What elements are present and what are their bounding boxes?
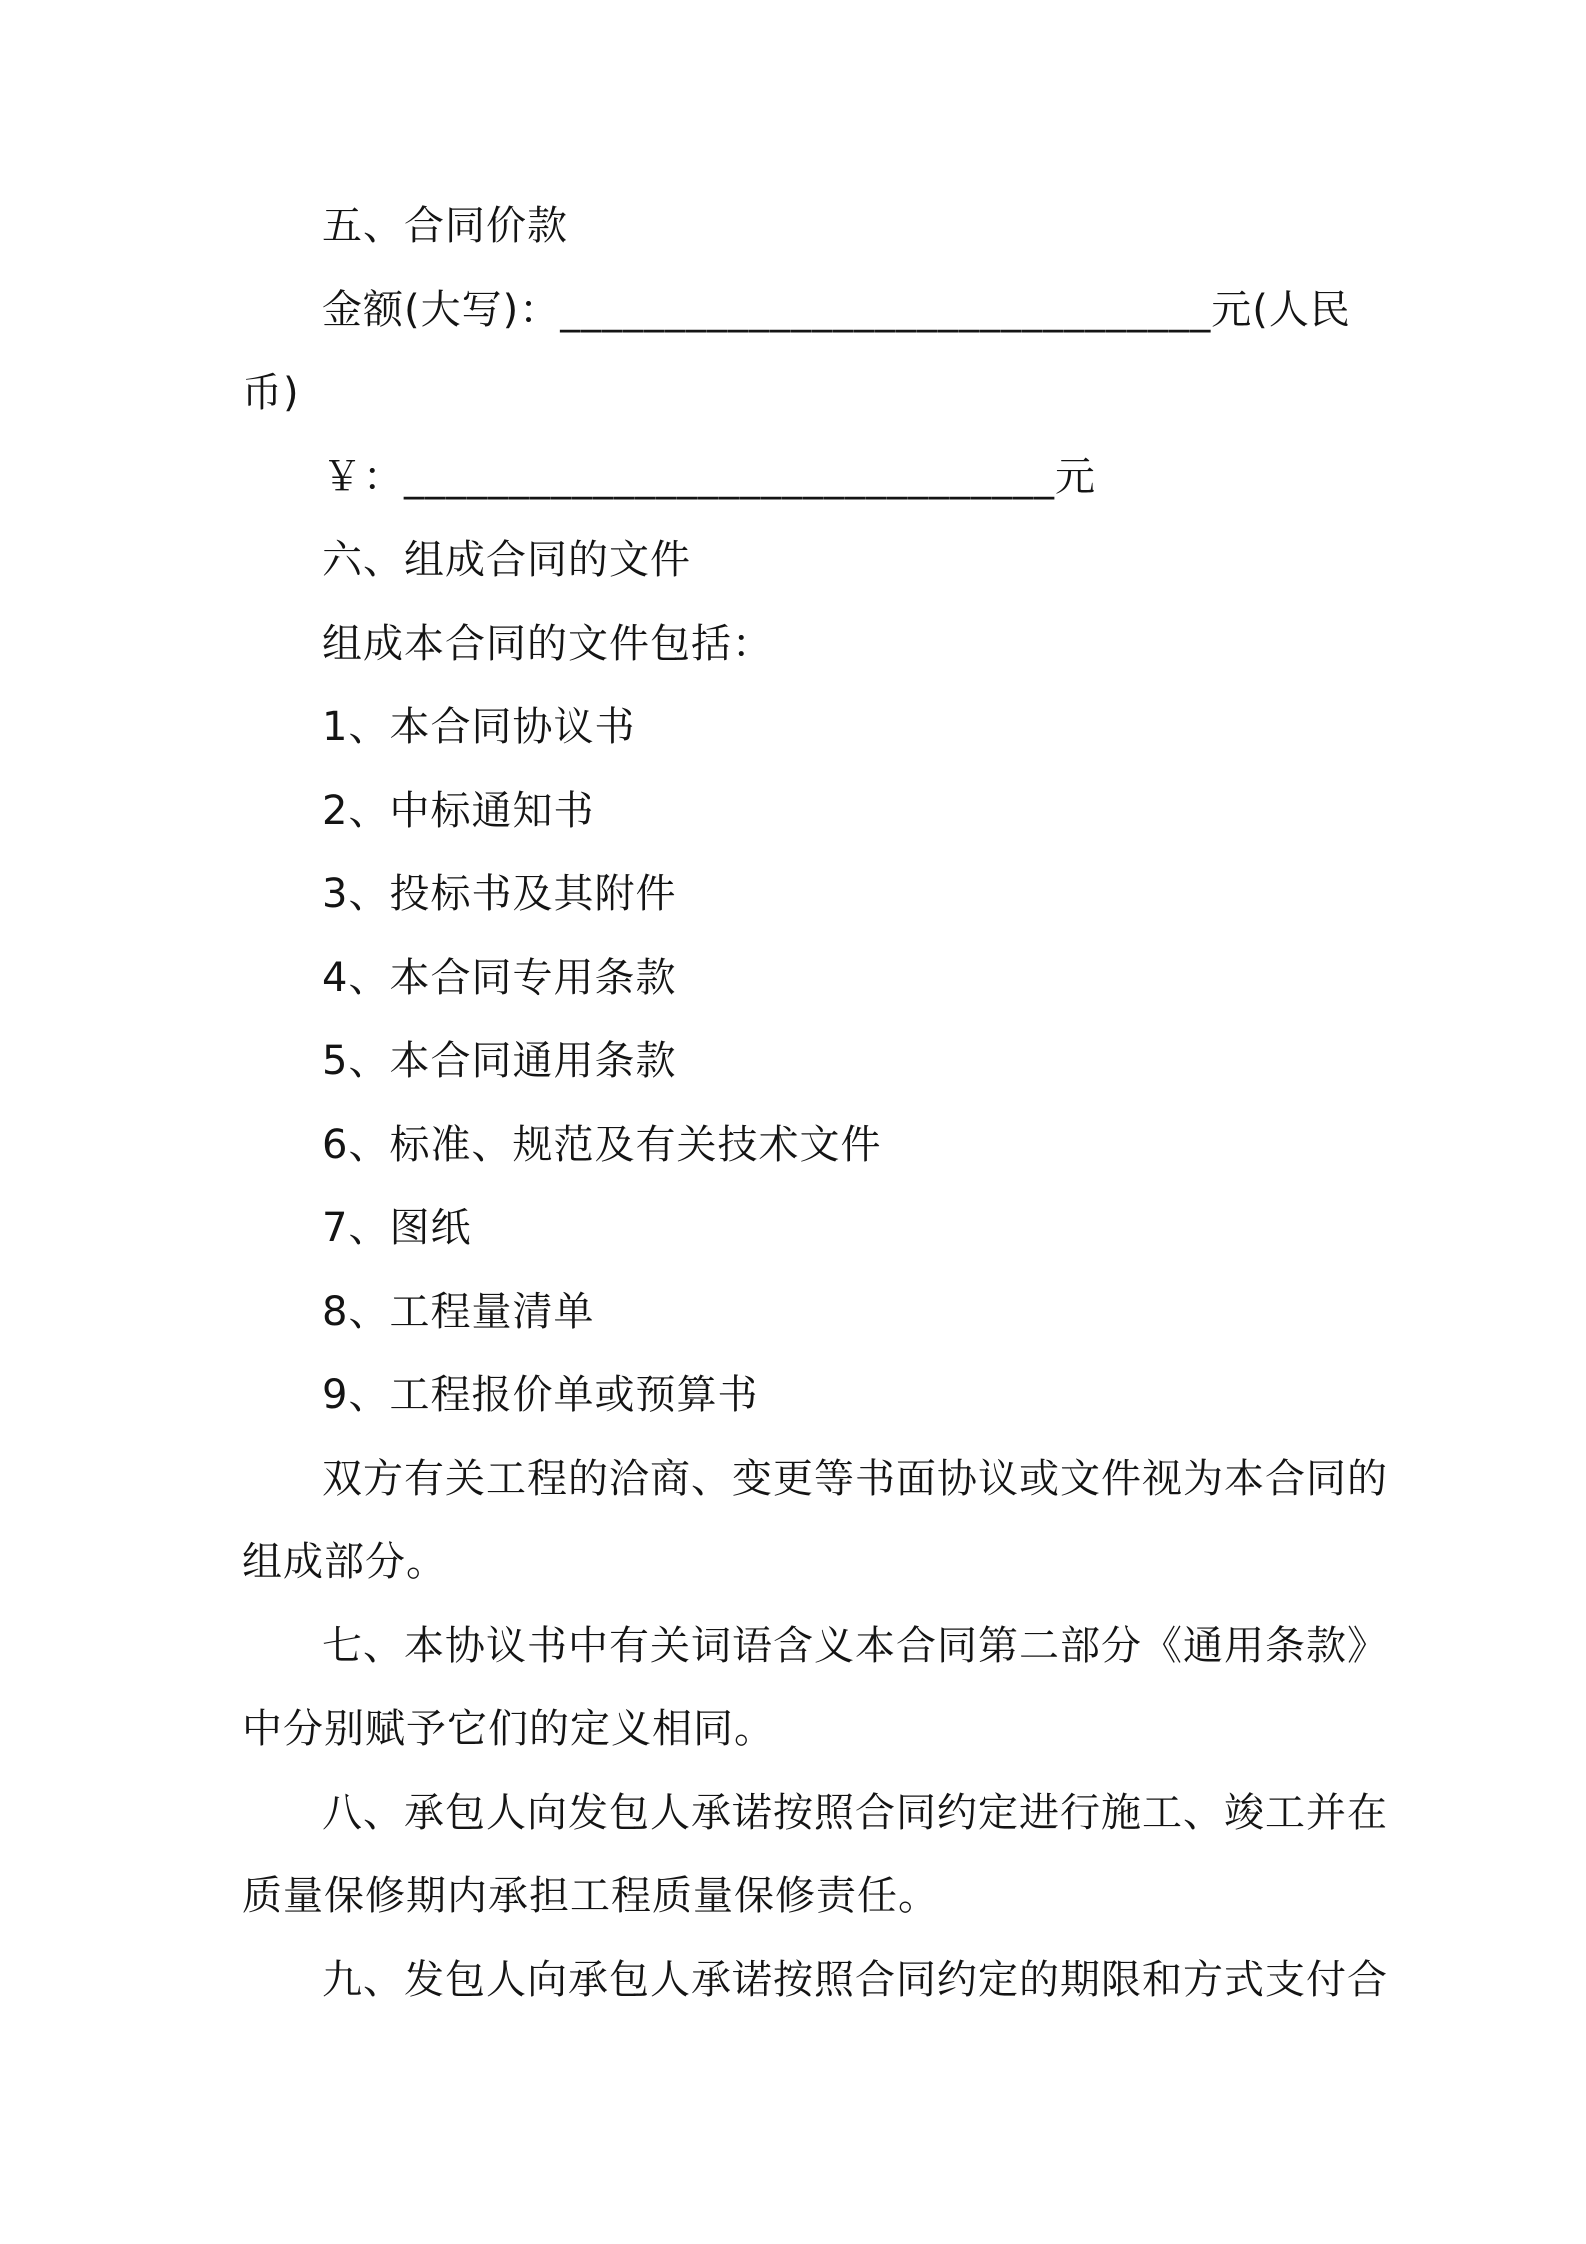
section-seven-line: 中分别赋予它们的定义相同。	[242, 1706, 775, 1752]
document-list-item: 1、本合同协议书	[322, 704, 636, 750]
document-list-item: 5、本合同通用条款	[322, 1038, 677, 1084]
document-list-item: 4、本合同专用条款	[322, 955, 677, 1001]
section-six-heading: 六、组成合同的文件	[322, 537, 691, 583]
document-list-item: 6、标准、规范及有关技术文件	[322, 1122, 882, 1168]
document-list-item: 3、投标书及其附件	[322, 871, 677, 917]
paragraph-line: 组成部分。	[242, 1539, 447, 1585]
section-eight-line: 质量保修期内承担工程质量保修责任。	[242, 1873, 939, 1919]
section-seven-line: 七、本协议书中有关词语含义本合同第二部分《通用条款》	[322, 1623, 1388, 1669]
paragraph-line: 双方有关工程的洽商、变更等书面协议或文件视为本合同的	[322, 1456, 1388, 1502]
amount-in-words-line: 金额(大写)：_______________________________元(人民	[322, 287, 1351, 333]
document-list-item: 7、图纸	[322, 1205, 472, 1251]
amount-in-figures-line: ￥：_______________________________元	[322, 454, 1096, 500]
document-list-item: 2、中标通知书	[322, 788, 595, 834]
documents-intro: 组成本合同的文件包括：	[322, 621, 773, 667]
document-list-item: 8、工程量清单	[322, 1289, 595, 1335]
document-list-item: 9、工程报价单或预算书	[322, 1372, 759, 1418]
section-nine-line: 九、发包人向承包人承诺按照合同约定的期限和方式支付合	[322, 1957, 1388, 2003]
section-eight-line: 八、承包人向发包人承诺按照合同约定进行施工、竣工并在	[322, 1790, 1388, 1836]
amount-in-words-continuation: 币)	[242, 370, 300, 416]
section-five-heading: 五、合同价款	[322, 203, 568, 249]
